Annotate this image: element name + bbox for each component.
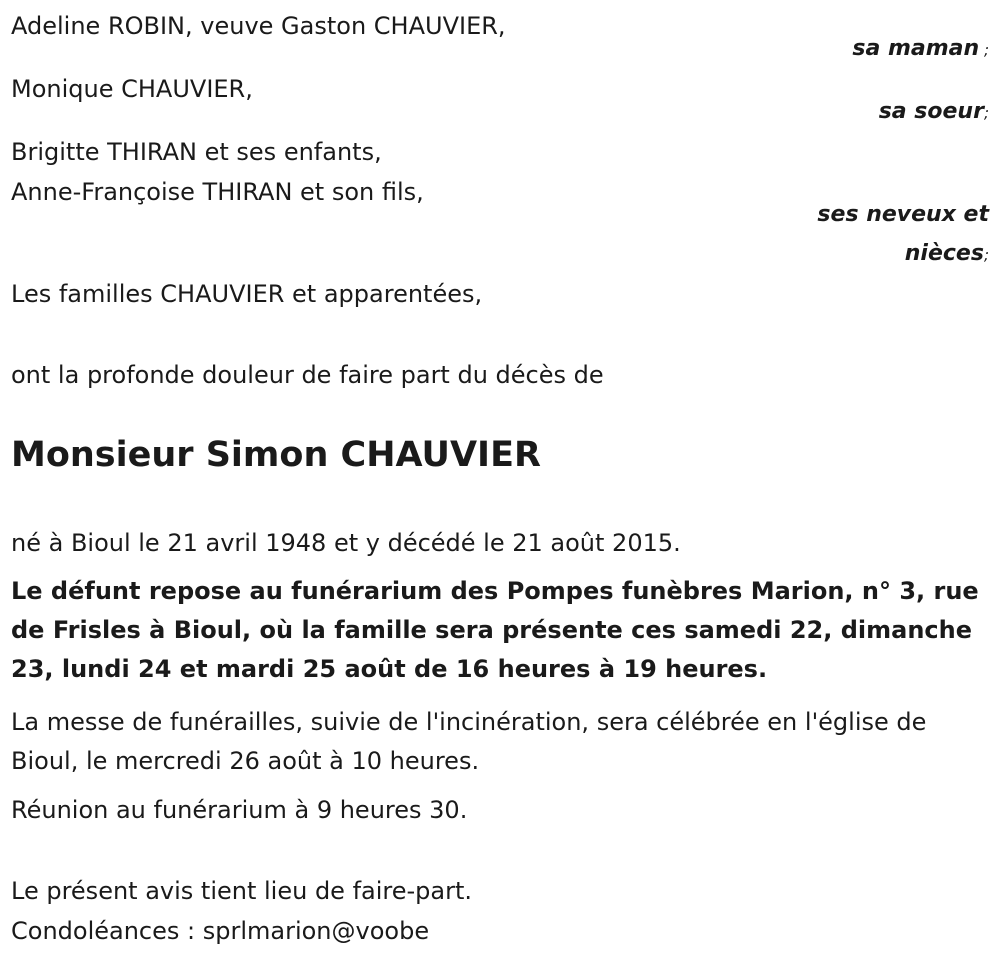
condolences-line: Condoléances : sprlmarion@voobe [11,917,430,945]
families-line: Les familles CHAUVIER et apparentées, [11,280,483,308]
mother-role [852,36,989,63]
sister-role-text: sa soeur [878,99,984,124]
sister-role-punct: ; [983,104,989,122]
viewing-paragraph: Le défunt repose au funérarium des Pompes funèbres Marion, n° 3, rue de Frisles à Bioul, où la famille sera présente ces samedi 22, dimanche 23, lundi 24 et mardi 25 août de 16 heures à 19 heures. [11,577,979,683]
mass-paragraph: La messe de funérailles, suivie de l'incinération, sera célébrée en l'église de Bioul, le mercredi 26 août à 10 heures. [11,708,927,775]
meeting-line: Réunion au funérarium à 9 heures 30. [11,796,468,824]
nephews-role-2-text: nièces [904,241,984,266]
mother-line: Adeline ROBIN, veuve Gaston CHAUVIER, [11,12,506,40]
mother-role-punct: ; [979,41,989,59]
deceased-name: Monsieur Simon CHAUVIER [11,435,541,475]
nephews-role-2 [905,241,989,268]
nephews-role-1: ses neveux et [817,202,989,227]
nephews-role-punct: ; [983,246,989,264]
birth-death-line: né à Bioul le 21 avril 1948 et y décédé le 21 août 2015. [11,529,681,557]
nephews-line-1: Brigitte THIRAN et ses enfants, [11,138,382,166]
notice-line: Le présent avis tient lieu de faire-part. [11,877,473,905]
intro-line: ont la profonde douleur de faire part du décès de [11,361,604,389]
sister-role [879,99,989,126]
sister-line: Monique CHAUVIER, [11,75,253,103]
mother-role-text: sa maman [852,36,980,61]
nephews-line-2: Anne-Françoise THIRAN et son fils, [11,178,424,206]
